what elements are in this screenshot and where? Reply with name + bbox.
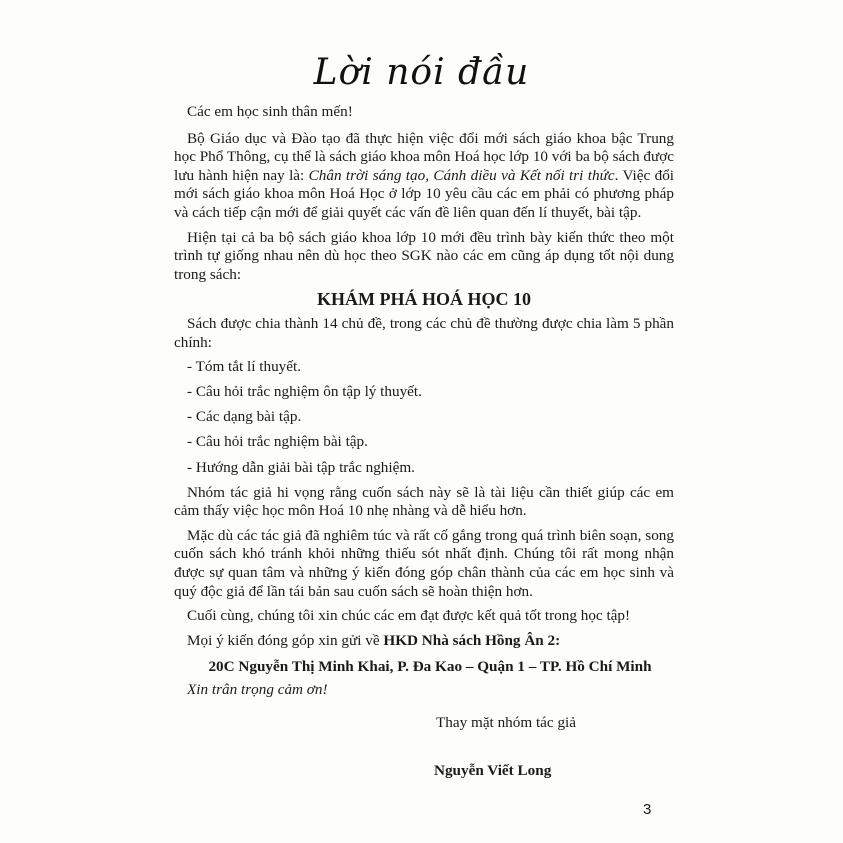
paragraph-4: Nhóm tác giả hi vọng rằng cuốn sách này sẽ là tài liệu cần thiết giúp các em cảm thấy việc học môn Hoá 10 nhẹ nhàng và dễ hiểu hơn. xyxy=(174,483,674,520)
paragraph-3: Sách được chia thành 14 chủ đề, trong các chủ đề thường được chia làm 5 phần chính: xyxy=(174,314,674,351)
paragraph-1 xyxy=(174,130,674,223)
paragraph-6: Cuối cùng, chúng tôi xin chúc các em đạt được kết quả tốt trong học tập! xyxy=(187,607,631,625)
content-list xyxy=(174,358,674,477)
paragraph-5: Mặc dù các tác giả đã nghiêm túc và rất cố gắng trong quá trình biên soạn, song cuốn sách khó tránh khỏi những thiếu sót nhất định. Chúng tôi rất mong nhận được sự quan tâm và những ý kiến đóng góp chân thành của các em học sinh và quý độc giả để lần tái bản sau cuốn sách sẽ hoàn thiện hơn. xyxy=(174,526,674,600)
paragraph-2: Hiện tại cả ba bộ sách giáo khoa lớp 10 mới đều trình bày kiến thức theo một trình tự giống nhau nên dù học theo SGK nào các em cũng áp dụng tốt nội dung trong sách: xyxy=(174,228,674,283)
list-item: - Hướng dẫn giải bài tập trắc nghiệm. xyxy=(187,458,415,476)
page-number: 3 xyxy=(643,801,652,818)
list-item: - Câu hỏi trắc nghiệm ôn tập lý thuyết. xyxy=(187,383,422,401)
preface-body xyxy=(174,103,674,781)
paragraph-1-end: . Việc đổi mới sách giáo khoa môn Hoá Học ở lớp 10 yêu cầu các em phải có phương pháp và cách tiếp cận mới để giải quyết các vấn đề liên quan đến lí thuyết, bài tập. xyxy=(174,166,675,221)
book-series-names: Chân trời sáng tạo, Cánh diều và Kết nối tri thức xyxy=(308,166,615,184)
list-item: - Câu hỏi trắc nghiệm bài tập. xyxy=(187,433,368,451)
page-title: Lời nói đầu xyxy=(313,52,530,93)
paragraph-1-start: Bộ Giáo dục và Đào tạo đã thực hiện việc đổi mới sách giáo khoa bậc Trung học Phổ Thông, cụ thể là sách giáo khoa môn Hoá học lớp 10 với ba bộ sách được lưu hành hiện nay là: xyxy=(174,129,674,184)
contact-line xyxy=(174,632,674,651)
address: 20C Nguyễn Thị Minh Khai, P. Đa Kao – Quận 1 – TP. Hồ Chí Minh xyxy=(208,658,652,676)
author-signature: Nguyễn Viết Long xyxy=(434,762,552,780)
greeting: Các em học sinh thân mến! xyxy=(187,103,353,120)
contact-name: HKD Nhà sách Hồng Ân 2: xyxy=(383,631,561,649)
on-behalf-line: Thay mặt nhóm tác giả xyxy=(436,713,577,731)
book-title-heading: KHÁM PHÁ HOÁ HỌC 10 xyxy=(317,289,531,310)
contact-prefix: Mọi ý kiến đóng góp xin gửi về xyxy=(187,631,384,649)
list-item: - Tóm tắt lí thuyết. xyxy=(187,358,302,376)
thanks-line: Xin trân trọng cảm ơn! xyxy=(187,680,328,698)
list-item: - Các dạng bài tập. xyxy=(187,408,302,426)
